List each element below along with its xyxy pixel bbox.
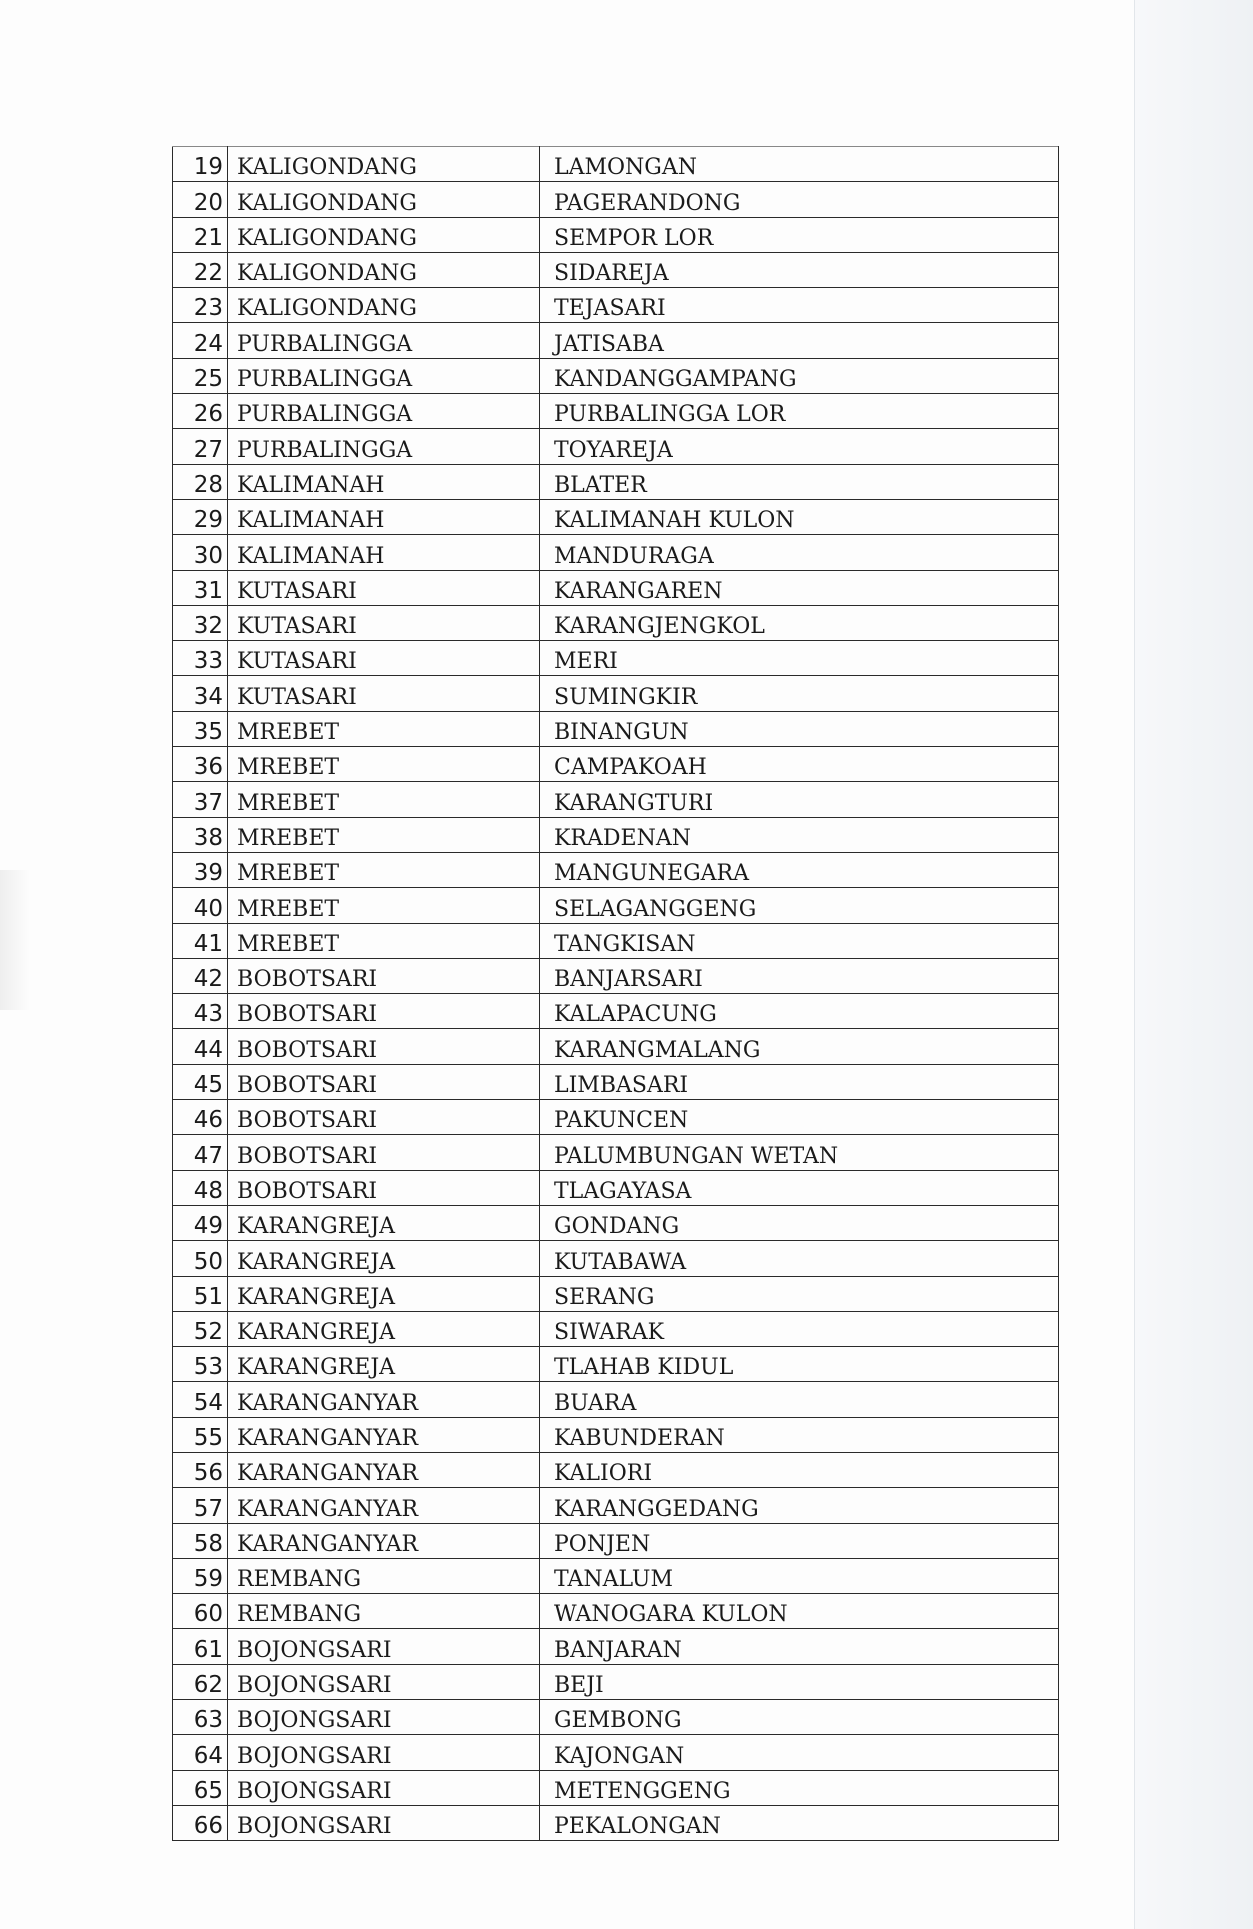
row-number-cell: 30 (173, 535, 228, 570)
desa-cell: KALAPACUNG (540, 994, 1059, 1029)
table-row (173, 252, 1059, 287)
row-number-cell: 31 (173, 570, 228, 605)
table-row (173, 852, 1059, 887)
kecamatan-cell: KUTASARI (228, 605, 540, 640)
row-number-cell: 42 (173, 958, 228, 993)
kecamatan-cell: BOBOTSARI (228, 1064, 540, 1099)
row-number-cell: 46 (173, 1100, 228, 1135)
table-row (173, 1664, 1059, 1699)
desa-cell: MANGUNEGARA (540, 852, 1059, 887)
row-number-cell: 61 (173, 1629, 228, 1664)
row-number-cell: 19 (173, 147, 228, 182)
row-number-cell: 37 (173, 782, 228, 817)
table-row (173, 1064, 1059, 1099)
desa-cell: LAMONGAN (540, 147, 1059, 182)
row-number-cell: 64 (173, 1735, 228, 1770)
desa-cell: KANDANGGAMPANG (540, 358, 1059, 393)
row-number-cell: 44 (173, 1029, 228, 1064)
desa-cell: KARANGMALANG (540, 1029, 1059, 1064)
desa-cell: SIDAREJA (540, 252, 1059, 287)
table-row (173, 1100, 1059, 1135)
table-row (173, 1205, 1059, 1240)
desa-cell: PAGERANDONG (540, 182, 1059, 217)
row-number-cell: 28 (173, 464, 228, 499)
desa-cell: KARANGAREN (540, 570, 1059, 605)
row-number-cell: 41 (173, 923, 228, 958)
table-row (173, 923, 1059, 958)
table-row (173, 1805, 1059, 1840)
desa-cell: BLATER (540, 464, 1059, 499)
table-row (173, 641, 1059, 676)
desa-cell: GONDANG (540, 1205, 1059, 1240)
row-number-cell: 63 (173, 1700, 228, 1735)
table-row (173, 1417, 1059, 1452)
kecamatan-cell: PURBALINGGA (228, 323, 540, 358)
kecamatan-cell: BOBOTSARI (228, 1029, 540, 1064)
desa-cell: TLAHAB KIDUL (540, 1347, 1059, 1382)
table-row (173, 182, 1059, 217)
kecamatan-cell: KARANGREJA (228, 1347, 540, 1382)
table-row (173, 429, 1059, 464)
table-row (173, 1629, 1059, 1664)
page-edge-strip (1134, 0, 1253, 1929)
row-number-cell: 39 (173, 852, 228, 887)
desa-cell: MANDURAGA (540, 535, 1059, 570)
table-row (173, 782, 1059, 817)
row-number-cell: 58 (173, 1523, 228, 1558)
kecamatan-cell: KALIMANAH (228, 535, 540, 570)
table-row (173, 747, 1059, 782)
kecamatan-cell: BOJONGSARI (228, 1629, 540, 1664)
table-row (173, 1700, 1059, 1735)
desa-cell: KAJONGAN (540, 1735, 1059, 1770)
kecamatan-cell: KALIGONDANG (228, 288, 540, 323)
desa-cell: WANOGARA KULON (540, 1594, 1059, 1629)
row-number-cell: 21 (173, 217, 228, 252)
desa-cell: METENGGENG (540, 1770, 1059, 1805)
desa-cell: JATISABA (540, 323, 1059, 358)
desa-cell: SIWARAK (540, 1311, 1059, 1346)
kecamatan-cell: BOBOTSARI (228, 994, 540, 1029)
table-row (173, 464, 1059, 499)
desa-cell: SUMINGKIR (540, 676, 1059, 711)
row-number-cell: 59 (173, 1558, 228, 1593)
row-number-cell: 52 (173, 1311, 228, 1346)
row-number-cell: 45 (173, 1064, 228, 1099)
row-number-cell: 23 (173, 288, 228, 323)
kecamatan-cell: KARANGREJA (228, 1311, 540, 1346)
kecamatan-cell: PURBALINGGA (228, 429, 540, 464)
desa-cell: GEMBONG (540, 1700, 1059, 1735)
kecamatan-cell: KALIGONDANG (228, 147, 540, 182)
kecamatan-cell: REMBANG (228, 1594, 540, 1629)
table-row (173, 1311, 1059, 1346)
row-number-cell: 62 (173, 1664, 228, 1699)
desa-cell: BEJI (540, 1664, 1059, 1699)
kecamatan-cell: BOJONGSARI (228, 1735, 540, 1770)
row-number-cell: 40 (173, 888, 228, 923)
row-number-cell: 49 (173, 1205, 228, 1240)
desa-cell: BANJARAN (540, 1629, 1059, 1664)
table-row (173, 1170, 1059, 1205)
desa-cell: TOYAREJA (540, 429, 1059, 464)
row-number-cell: 35 (173, 711, 228, 746)
table-row (173, 1347, 1059, 1382)
row-number-cell: 51 (173, 1276, 228, 1311)
kecamatan-cell: PURBALINGGA (228, 394, 540, 429)
kecamatan-cell: MREBET (228, 782, 540, 817)
desa-cell: BANJARSARI (540, 958, 1059, 993)
table-row (173, 605, 1059, 640)
kecamatan-cell: KUTASARI (228, 641, 540, 676)
desa-cell: MERI (540, 641, 1059, 676)
table-row (173, 958, 1059, 993)
table-row (173, 1523, 1059, 1558)
row-number-cell: 48 (173, 1170, 228, 1205)
table-row (173, 1276, 1059, 1311)
kecamatan-cell: KARANGANYAR (228, 1417, 540, 1452)
kecamatan-cell: KARANGANYAR (228, 1488, 540, 1523)
kecamatan-cell: KARANGANYAR (228, 1452, 540, 1487)
row-number-cell: 27 (173, 429, 228, 464)
row-number-cell: 36 (173, 747, 228, 782)
desa-cell: BINANGUN (540, 711, 1059, 746)
kecamatan-cell: BOBOTSARI (228, 1100, 540, 1135)
row-number-cell: 55 (173, 1417, 228, 1452)
table-row (173, 817, 1059, 852)
table-row (173, 711, 1059, 746)
kecamatan-cell: MREBET (228, 711, 540, 746)
desa-cell: TLAGAYASA (540, 1170, 1059, 1205)
kecamatan-cell: BOBOTSARI (228, 1135, 540, 1170)
kecamatan-cell: MREBET (228, 747, 540, 782)
desa-cell: KALIMANAH KULON (540, 499, 1059, 534)
row-number-cell: 29 (173, 499, 228, 534)
row-number-cell: 56 (173, 1452, 228, 1487)
table-row (173, 994, 1059, 1029)
desa-cell: KABUNDERAN (540, 1417, 1059, 1452)
table-row (173, 1558, 1059, 1593)
desa-cell: KALIORI (540, 1452, 1059, 1487)
table-row (173, 358, 1059, 393)
row-number-cell: 50 (173, 1241, 228, 1276)
row-number-cell: 22 (173, 252, 228, 287)
kecamatan-cell: MREBET (228, 817, 540, 852)
kecamatan-cell: BOJONGSARI (228, 1770, 540, 1805)
kecamatan-cell: PURBALINGGA (228, 358, 540, 393)
scan-shadow (0, 870, 30, 1010)
kecamatan-cell: MREBET (228, 852, 540, 887)
kecamatan-cell: KALIGONDANG (228, 217, 540, 252)
table-row (173, 535, 1059, 570)
kecamatan-cell: MREBET (228, 888, 540, 923)
kecamatan-cell: BOBOTSARI (228, 958, 540, 993)
row-number-cell: 38 (173, 817, 228, 852)
row-number-cell: 26 (173, 394, 228, 429)
kecamatan-cell: KALIGONDANG (228, 252, 540, 287)
desa-cell: BUARA (540, 1382, 1059, 1417)
table-row (173, 147, 1059, 182)
desa-cell: PONJEN (540, 1523, 1059, 1558)
row-number-cell: 24 (173, 323, 228, 358)
table-row (173, 1735, 1059, 1770)
kecamatan-cell: KARANGANYAR (228, 1523, 540, 1558)
table-row (173, 323, 1059, 358)
desa-cell: PEKALONGAN (540, 1805, 1059, 1840)
kecamatan-cell: KALIMANAH (228, 464, 540, 499)
kecamatan-cell: KARANGREJA (228, 1241, 540, 1276)
kecamatan-cell: KARANGANYAR (228, 1382, 540, 1417)
row-number-cell: 57 (173, 1488, 228, 1523)
row-number-cell: 33 (173, 641, 228, 676)
desa-cell: KUTABAWA (540, 1241, 1059, 1276)
kecamatan-cell: BOJONGSARI (228, 1805, 540, 1840)
desa-cell: PURBALINGGA LOR (540, 394, 1059, 429)
row-number-cell: 53 (173, 1347, 228, 1382)
desa-cell: PALUMBUNGAN WETAN (540, 1135, 1059, 1170)
village-table (172, 146, 1059, 1841)
table-row (173, 394, 1059, 429)
row-number-cell: 66 (173, 1805, 228, 1840)
kecamatan-cell: KALIGONDANG (228, 182, 540, 217)
table-row (173, 1029, 1059, 1064)
table-row (173, 570, 1059, 605)
desa-cell: SERANG (540, 1276, 1059, 1311)
row-number-cell: 34 (173, 676, 228, 711)
kecamatan-cell: KALIMANAH (228, 499, 540, 534)
table-row (173, 1382, 1059, 1417)
desa-cell: SELAGANGGENG (540, 888, 1059, 923)
kecamatan-cell: KUTASARI (228, 676, 540, 711)
table-row (173, 676, 1059, 711)
table-row (173, 288, 1059, 323)
desa-cell: TANGKISAN (540, 923, 1059, 958)
desa-cell: KARANGTURI (540, 782, 1059, 817)
table-row (173, 1770, 1059, 1805)
kecamatan-cell: BOJONGSARI (228, 1700, 540, 1735)
desa-cell: KARANGJENGKOL (540, 605, 1059, 640)
table-row (173, 1241, 1059, 1276)
row-number-cell: 25 (173, 358, 228, 393)
kecamatan-cell: BOBOTSARI (228, 1170, 540, 1205)
row-number-cell: 65 (173, 1770, 228, 1805)
desa-cell: CAMPAKOAH (540, 747, 1059, 782)
row-number-cell: 20 (173, 182, 228, 217)
table-row (173, 1452, 1059, 1487)
desa-cell: LIMBASARI (540, 1064, 1059, 1099)
table-row (173, 1594, 1059, 1629)
table-row (173, 1135, 1059, 1170)
village-table-body (173, 147, 1059, 1841)
row-number-cell: 60 (173, 1594, 228, 1629)
desa-cell: KRADENAN (540, 817, 1059, 852)
kecamatan-cell: REMBANG (228, 1558, 540, 1593)
kecamatan-cell: KARANGREJA (228, 1276, 540, 1311)
desa-cell: PAKUNCEN (540, 1100, 1059, 1135)
desa-cell: TANALUM (540, 1558, 1059, 1593)
table-row (173, 888, 1059, 923)
table-row (173, 1488, 1059, 1523)
row-number-cell: 43 (173, 994, 228, 1029)
desa-cell: KARANGGEDANG (540, 1488, 1059, 1523)
kecamatan-cell: MREBET (228, 923, 540, 958)
row-number-cell: 47 (173, 1135, 228, 1170)
kecamatan-cell: BOJONGSARI (228, 1664, 540, 1699)
table-row (173, 217, 1059, 252)
desa-cell: TEJASARI (540, 288, 1059, 323)
kecamatan-cell: KUTASARI (228, 570, 540, 605)
table-row (173, 499, 1059, 534)
desa-cell: SEMPOR LOR (540, 217, 1059, 252)
row-number-cell: 32 (173, 605, 228, 640)
kecamatan-cell: KARANGREJA (228, 1205, 540, 1240)
row-number-cell: 54 (173, 1382, 228, 1417)
